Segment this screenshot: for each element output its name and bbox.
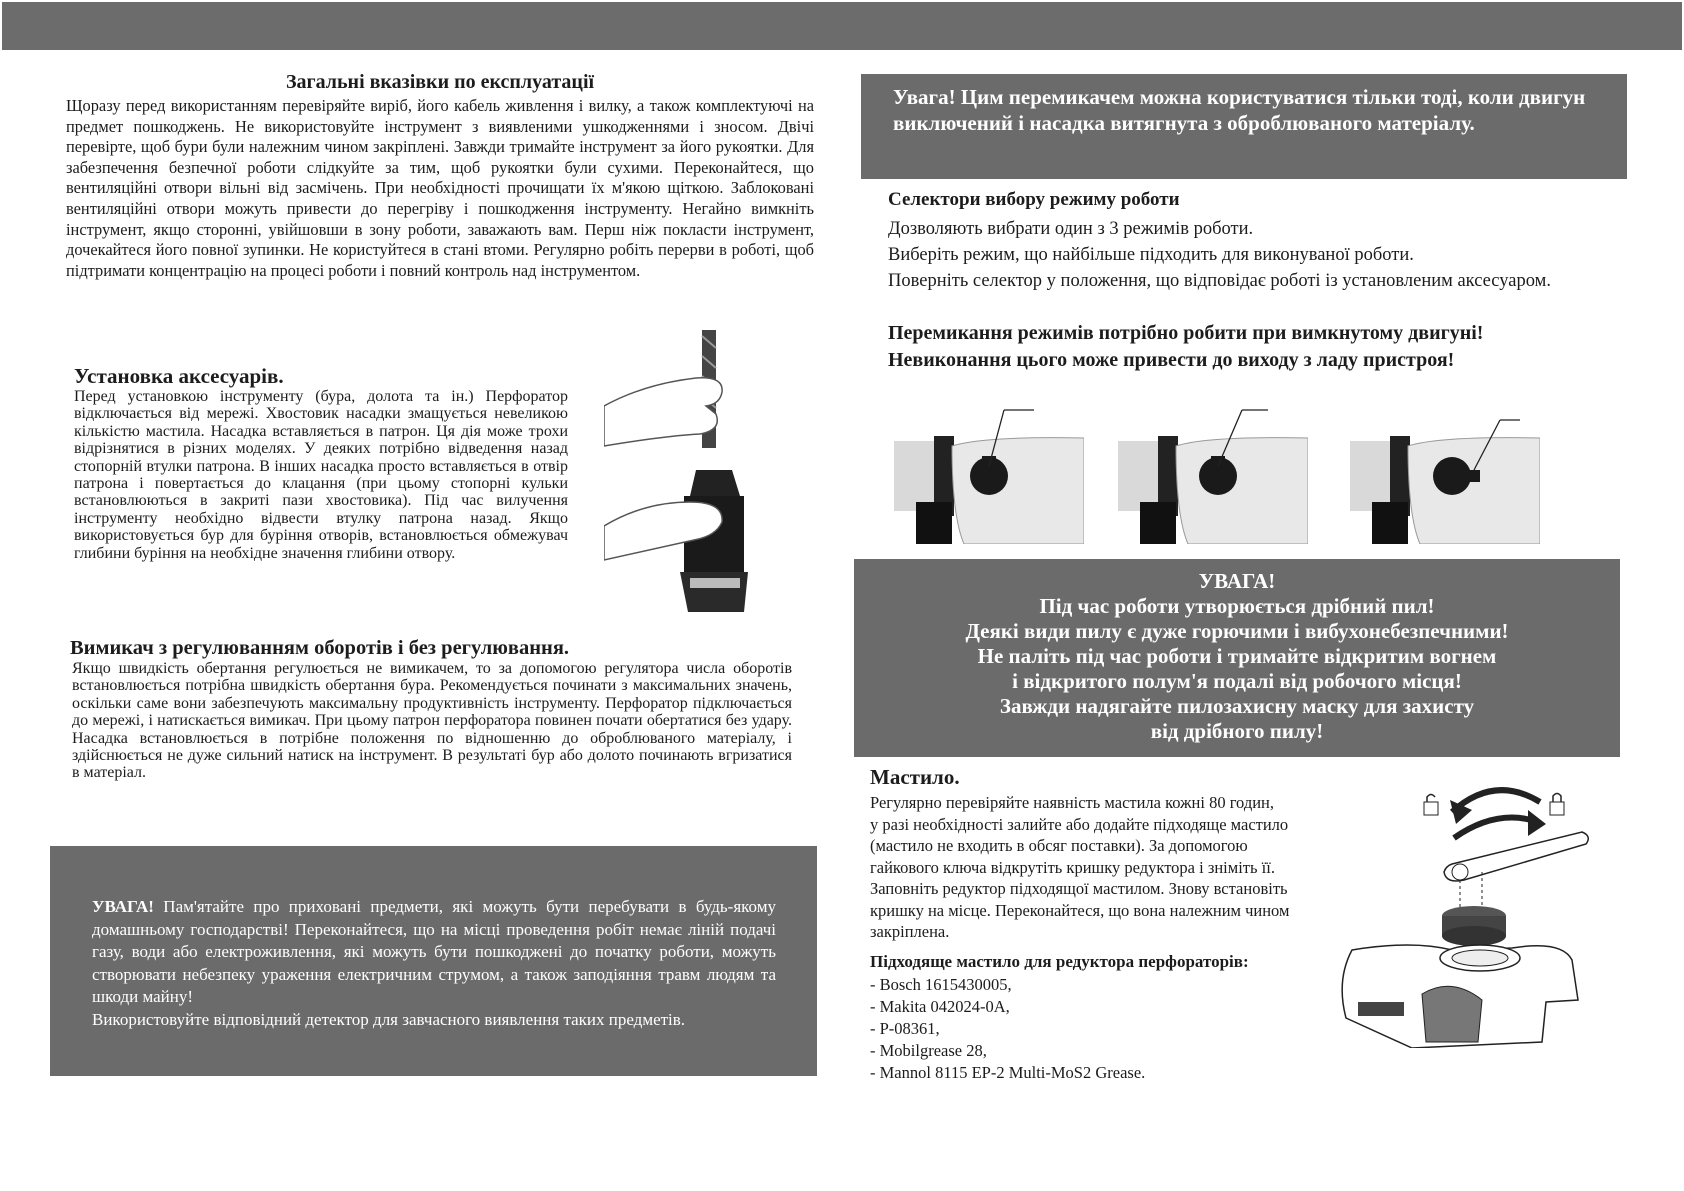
switch-warning-text: Увага! Цим перемикачем можна користуватися тільки тоді, коли двигун виключений і насадка витягнута з оброблюваного матеріалу. bbox=[893, 85, 1586, 135]
lubricant-line-5: Заповніть редуктор підходящої мастилом. Знову встановіть bbox=[870, 879, 1288, 898]
gearbox-lubrication-illustration bbox=[1332, 780, 1594, 1048]
drill-bit-insert-illustration bbox=[604, 326, 752, 612]
dust-warning-line-2: Під час роботи утворюється дрібний пил! bbox=[1039, 594, 1435, 618]
detector-note: Використовуйте відповідний детектор для завчасного виявлення таких предметів. bbox=[92, 1009, 686, 1029]
modes-line-2: Виберіть режим, що найбільше підходить для виконуваної роботи. bbox=[888, 245, 1414, 265]
dust-warning-line-4: Не паліть під час роботи і тримайте відкритим вогнем bbox=[977, 644, 1497, 668]
dust-warning-line-6: Завжди надягайте пилозахисну маску для захисту bbox=[999, 694, 1475, 718]
lubricant-item: - P-08361, bbox=[870, 1019, 940, 1038]
dust-warning-text bbox=[854, 569, 1620, 744]
mode-selector-image-2 bbox=[1118, 406, 1308, 544]
hidden-objects-warning-box bbox=[50, 846, 817, 1076]
warning-label: УВАГА! bbox=[92, 897, 154, 916]
lubricant-title: Мастило. bbox=[870, 765, 960, 789]
mode-selector-image-3 bbox=[1350, 406, 1540, 544]
lubricant-line-6: кришку на місце. Переконайтеся, що вона належним чином bbox=[870, 900, 1290, 920]
switch-warning-box bbox=[861, 74, 1627, 179]
lubricant-line-3: (мастило не входить в обсяг поставки). За допомогою bbox=[870, 836, 1248, 855]
modes-line-3: Поверніть селектор у положення, що відповідає роботі із установленим аксесуаром. bbox=[888, 271, 1551, 291]
lock-icon bbox=[1550, 794, 1564, 816]
modes-bold-text bbox=[888, 320, 1648, 374]
lubricant-list bbox=[870, 974, 1390, 1084]
accessories-body: Перед установкою інструменту (бура, долота та ін.) Перфоратор відключається від мережі. Хвостовик насадки змащується невеликою кількістю мастила. Насадка вставляється в патрон. Ця дія може трохи відрізнятися в різних моделях. У деяких потрібно відведення назад стопорній втулки патрона. В інших насадка просто вставляється в отвір патрона і повертається до клацання (при цьому стопорні кульки встановлюються в закриті пази хвостовика). Під час вилучення інструменту необхідно відвести втулку патрона назад. Якщо використовується бур для буріння отворів, встановлюється обмежувач глибини буріння на необхідне значення глибини отвору. bbox=[74, 388, 568, 562]
header-bar bbox=[2, 2, 1682, 50]
hidden-objects-warning-text bbox=[92, 896, 776, 1031]
lubricant-line-2: у разі необхідності залийте або додайте підходяще мастило bbox=[870, 814, 1289, 834]
general-title: Загальні вказівки по експлуатації bbox=[285, 71, 595, 93]
lubricant-item: - Mobilgrease 28, bbox=[870, 1041, 987, 1060]
unlock-icon bbox=[1424, 795, 1438, 816]
lubricant-text bbox=[870, 792, 1390, 943]
dust-warning-line-3: Деякі види пилу є дуже горючими і вибухонебезпечними! bbox=[965, 619, 1509, 643]
modes-line-1: Дозволяють вибрати один з 3 режимів роботи. bbox=[888, 219, 1254, 239]
warning-body: Пам'ятайте про приховані предмети, які можуть бути перебувати в будь-якому домашньому господарстві! Переконайтеся, що на місці проведення робіт немає ліній подачі газу, води або електроживлення, які можуть бути пошкоджені до початку роботи, можуть створювати небезпеку ураження електричним струмом, а також заподіяння травм людям та шкоди майну! bbox=[92, 897, 776, 1006]
lubricant-line-1: Регулярно перевіряйте наявність мастила кожні 80 годин, bbox=[870, 793, 1275, 812]
lubricant-line-7: закріплена. bbox=[870, 922, 950, 941]
dust-warning-line-7: від дрібного пилу! bbox=[1150, 719, 1324, 743]
lubricant-item: - Mannol 8115 EP-2 Multi-MoS2 Grease. bbox=[870, 1063, 1146, 1082]
general-body: Щоразу перед використанням перевіряйте виріб, його кабель живлення і вилку, а також комплектуючі на предмет пошкоджень. Не використовуйте інструмент з виявленими ушкодженнями і зносом. Двічі перевірте, щоб бури були належним чином закріплені. Завжди тримайте інструмент за його рукоятки. Для забезпечення безпечної роботи слідкуйте за тим, щоб рукоятки були сухими. Переконайтеся, що вентиляційні отвори вільні від засмічень. При необхідності прочищати їх м'якою щіткою. Заблоковані вентиляційні отвори можуть привести до перегріву і пошкодження інструменту. Негайно вимкніть інструмент, якщо сторонні, увійшовши в зону роботи, заважають вам. Перш ніж покласти інструмент, дочекайтеся його повної зупинки. Не користуйтеся в стані втоми. Регулярно робіть перерви в роботі, щоб підтримати концентрацію на процесі роботи і повний контроль над інструментом. bbox=[66, 96, 814, 280]
dust-warning-line-5: і відкритого полум'я подалі від робочого місця! bbox=[1012, 669, 1462, 693]
switch-title: Вимикач з регулюванням оборотів і без регулювання. bbox=[70, 637, 570, 659]
lubricant-item: - Makita 042024-0A, bbox=[870, 997, 1010, 1016]
modes-bold-line-1: Перемикання режимів потрібно робити при вимкнутому двигуні! bbox=[888, 322, 1484, 344]
mode-selector-image-1 bbox=[894, 406, 1084, 544]
modes-text bbox=[888, 216, 1628, 294]
modes-title: Селектори вибору режиму роботи bbox=[888, 189, 1180, 210]
accessories-title: Установка аксесуарів. bbox=[74, 364, 284, 388]
dust-warning-box bbox=[854, 559, 1620, 757]
suitable-lubricant-title: Підходяще мастило для редуктора перфораторів: bbox=[870, 952, 1249, 971]
lubricant-item: - Bosch 1615430005, bbox=[870, 975, 1012, 994]
lubricant-line-4: гайкового ключа відкрутіть кришку редуктора і зніміть її. bbox=[870, 857, 1275, 877]
dust-warning-line-1: УВАГА! bbox=[1198, 569, 1276, 593]
switch-body: Якщо швидкість обертання регулюється не вимикачем, то за допомогою регулятора числа оборотів встановлюється потрібна швидкість обертання бура. Рекомендується починати з максимальних значень, оскільки саме вони забезпечують максимальну продуктивність інструменту. Перфоратор підключається до мережі, і натискається вимикач. При цьому патрон перфоратора повинен почати обертатися без удару. Насадка встановлюється в потрібне положення по відношенню до оброблюваного матеріалу, і здійснюється не дуже сильний натиск на інструмент. В результаті бур або долото починають вгризатися в матеріал. bbox=[72, 660, 792, 782]
modes-bold-line-2: Невиконання цього може привести до виходу з ладу пристроя! bbox=[888, 349, 1455, 371]
